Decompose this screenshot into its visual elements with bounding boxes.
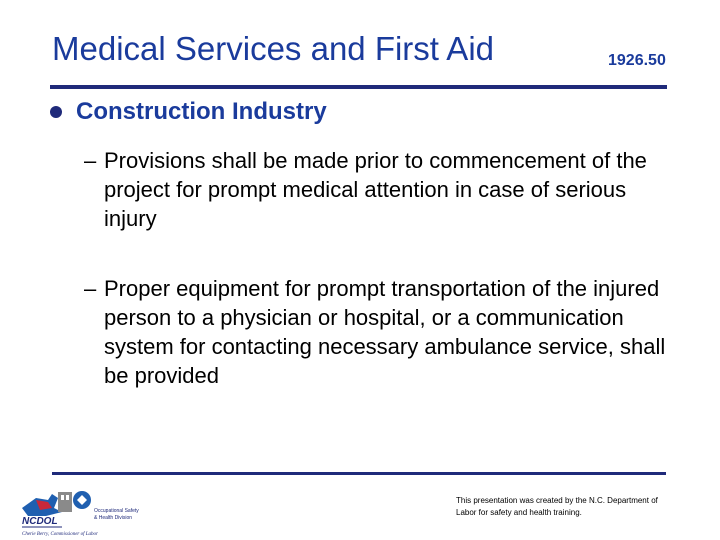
sub-bullet-text: Provisions shall be made prior to commencement of the project for prompt medical attention in case of serious injury [104,148,647,231]
footer-note: This presentation was created by the N.C. Department of Labor for safety and health training. [456,496,658,517]
logo-commissioner: Cherie Berry, Commissioner of Labor [22,532,98,536]
page-title: Medical Services and First Aid [52,30,495,67]
dash-icon: – [84,276,97,301]
logo-name: NCDOL [22,516,58,527]
bullet-icon [50,106,62,118]
logo-line1: Occupational Safety [94,508,139,514]
sub-bullet-item [84,146,674,233]
dash-icon: – [84,148,97,173]
divider [52,472,666,475]
bullet-item [50,98,327,126]
logo-line2: & Health Division [94,515,133,521]
sub-bullet-item [84,274,674,390]
standard-code: 1926.50 [608,52,666,69]
sub-bullet-text: Proper equipment for prompt transportation of the injured person to a physician or hospital, or a communication system for contacting necessary ambulance service, shall be provided [104,276,666,388]
ncdol-logo-icon [18,486,148,536]
divider [50,85,667,89]
bullet-text: Construction Industry [76,98,327,125]
